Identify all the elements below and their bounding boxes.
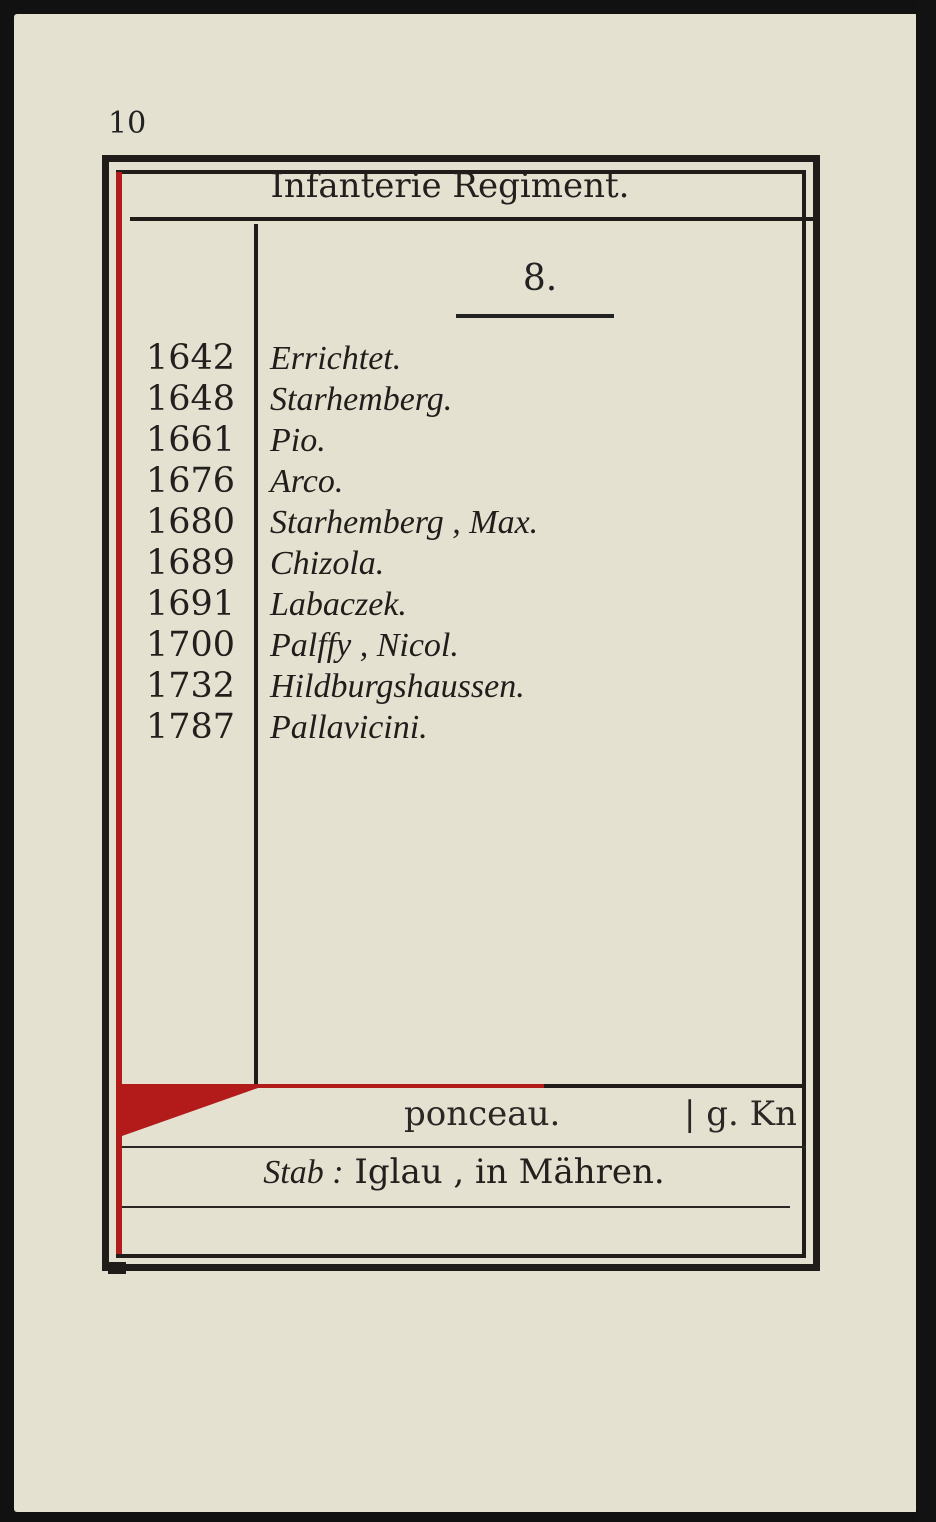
years-column (146, 338, 236, 748)
left-corner-mark (108, 1262, 126, 1274)
year-entry: 1691 (146, 584, 236, 624)
year-entry: 1676 (146, 461, 236, 501)
commander-entry: Starhemberg , Max. (270, 504, 539, 541)
red-triangle-mark (122, 1088, 258, 1136)
commander-entry: Arco. (270, 463, 344, 500)
commander-entry: Labaczek. (270, 586, 407, 623)
staff-line (122, 1152, 806, 1192)
year-entry: 1700 (146, 625, 236, 665)
page-number: 10 (108, 106, 147, 141)
year-entry: 1732 (146, 666, 236, 706)
commander-entry: Chizola. (270, 545, 385, 582)
column-divider (254, 224, 258, 1084)
facing-color-label: ponceau. (404, 1094, 561, 1134)
names-column (270, 338, 790, 748)
year-entry: 1642 (146, 338, 236, 378)
header-rule (130, 217, 816, 221)
number-underline (456, 314, 614, 318)
year-entry: 1680 (146, 502, 236, 542)
black-band (544, 1084, 806, 1088)
year-entry: 1648 (146, 379, 236, 419)
regiment-number: 8. (522, 258, 558, 299)
middle-rule (122, 1146, 806, 1148)
staff-location: Iglau , in Mähren. (354, 1152, 665, 1192)
commander-entry: Hildburgshaussen. (270, 668, 525, 705)
year-entry: 1661 (146, 420, 236, 460)
commander-entry: Starhemberg. (270, 381, 453, 418)
lower-rule (122, 1206, 790, 1208)
staff-label: Stab : (263, 1154, 344, 1191)
commander-entry: Errichtet. (270, 340, 402, 377)
commander-entry: Pallavicini. (270, 709, 428, 746)
right-edge-shadow (916, 0, 936, 1522)
year-entry: 1689 (146, 543, 236, 583)
commander-entry: Pio. (270, 422, 326, 459)
button-color-label: | g. Kn (684, 1094, 797, 1134)
year-entry: 1787 (146, 707, 236, 747)
commander-entry: Palffy , Nicol. (270, 627, 459, 664)
table-title: Infanterie Regiment. (270, 166, 630, 206)
